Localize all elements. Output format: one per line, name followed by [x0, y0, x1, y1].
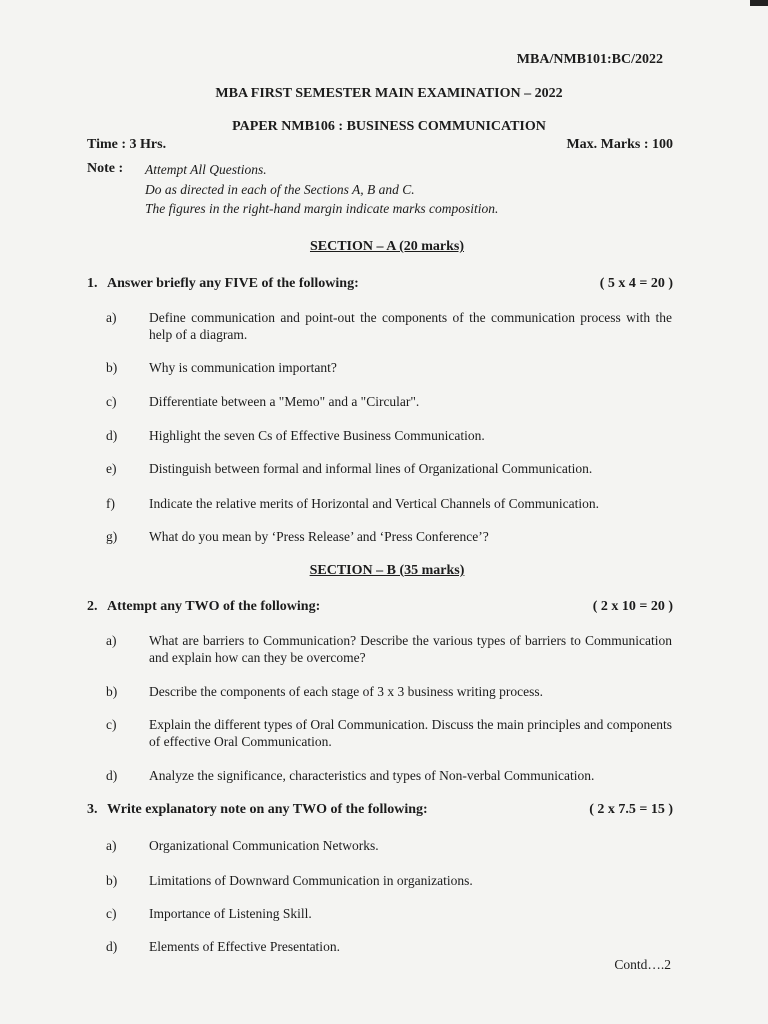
question-number: 2. [87, 599, 98, 614]
item-text: Highlight the seven Cs of Effective Business Communication. [149, 428, 485, 443]
item-label: d) [106, 768, 118, 783]
item-label: b) [106, 873, 118, 888]
question-text: Write explanatory note on any TWO of the following: [107, 802, 428, 817]
item-text: Analyze the significance, characteristics and types of Non-verbal Communication. [149, 768, 595, 783]
item-label: b) [106, 360, 118, 375]
item-text: What are barriers to Communication? Describe the various types of barriers to Communication and explain how can they be overcome? [149, 633, 672, 665]
item-text: Importance of Listening Skill. [149, 906, 312, 921]
paper-code: MBA/NMB101:BC/2022 [516, 52, 663, 67]
item-label: c) [106, 906, 117, 921]
item-text: Describe the components of each stage of 3 x 3 business writing process. [149, 684, 544, 699]
question-marks: ( 5 x 4 = 20 ) [599, 276, 673, 291]
item-label: e) [106, 461, 117, 476]
exam-time: Time : 3 Hrs. [87, 137, 167, 152]
item-text: Organizational Communication Networks. [149, 838, 379, 853]
item-label: d) [106, 428, 118, 443]
question-marks: ( 2 x 10 = 20 ) [592, 599, 673, 614]
question-marks: ( 2 x 7.5 = 15 ) [589, 802, 673, 817]
paper-title: PAPER NMB106 : BUSINESS COMMUNICATION [232, 119, 546, 134]
section-title: SECTION – B (35 marks) [309, 563, 465, 578]
question-text: Answer briefly any FIVE of the following: [107, 276, 359, 291]
note-line: The figures in the right-hand margin indicate marks composition. [145, 201, 499, 216]
note-line: Attempt All Questions. [145, 162, 267, 177]
item-text: Explain the different types of Oral Communication. Discuss the main principles and components of effective Oral Communication. [149, 717, 672, 749]
item-label: a) [106, 633, 117, 648]
item-label: g) [106, 529, 118, 544]
question-number: 1. [87, 276, 98, 291]
item-label: a) [106, 310, 117, 325]
item-text: Differentiate between a "Memo" and a "Circular". [149, 394, 420, 409]
item-text: Elements of Effective Presentation. [149, 939, 340, 954]
item-label: c) [106, 394, 117, 409]
item-text: Why is communication important? [149, 360, 337, 375]
item-text: Indicate the relative merits of Horizontal and Vertical Channels of Communication. [149, 496, 599, 511]
item-text: Define communication and point-out the components of the communication process with the help of a diagram. [149, 310, 672, 342]
section-title: SECTION – A (20 marks) [309, 239, 465, 254]
scan-edge-mark [750, 0, 768, 6]
exam-title: MBA FIRST SEMESTER MAIN EXAMINATION – 2022 [215, 86, 563, 101]
item-label: b) [106, 684, 118, 699]
note-line: Do as directed in each of the Sections A, B and C. [145, 182, 415, 197]
item-label: d) [106, 939, 118, 954]
item-label: c) [106, 717, 117, 732]
continued-note: Contd….2 [614, 957, 671, 972]
question-number: 3. [87, 802, 98, 817]
note-label: Note : [87, 161, 124, 176]
item-text: Distinguish between formal and informal lines of Organizational Communication. [149, 461, 593, 476]
item-label: f) [106, 496, 115, 511]
question-text: Attempt any TWO of the following: [107, 599, 321, 614]
max-marks: Max. Marks : 100 [566, 137, 673, 152]
item-text: Limitations of Downward Communication in organizations. [149, 873, 473, 888]
item-label: a) [106, 838, 117, 853]
item-text: What do you mean by ‘Press Release’ and ‘Press Conference’? [149, 529, 489, 544]
